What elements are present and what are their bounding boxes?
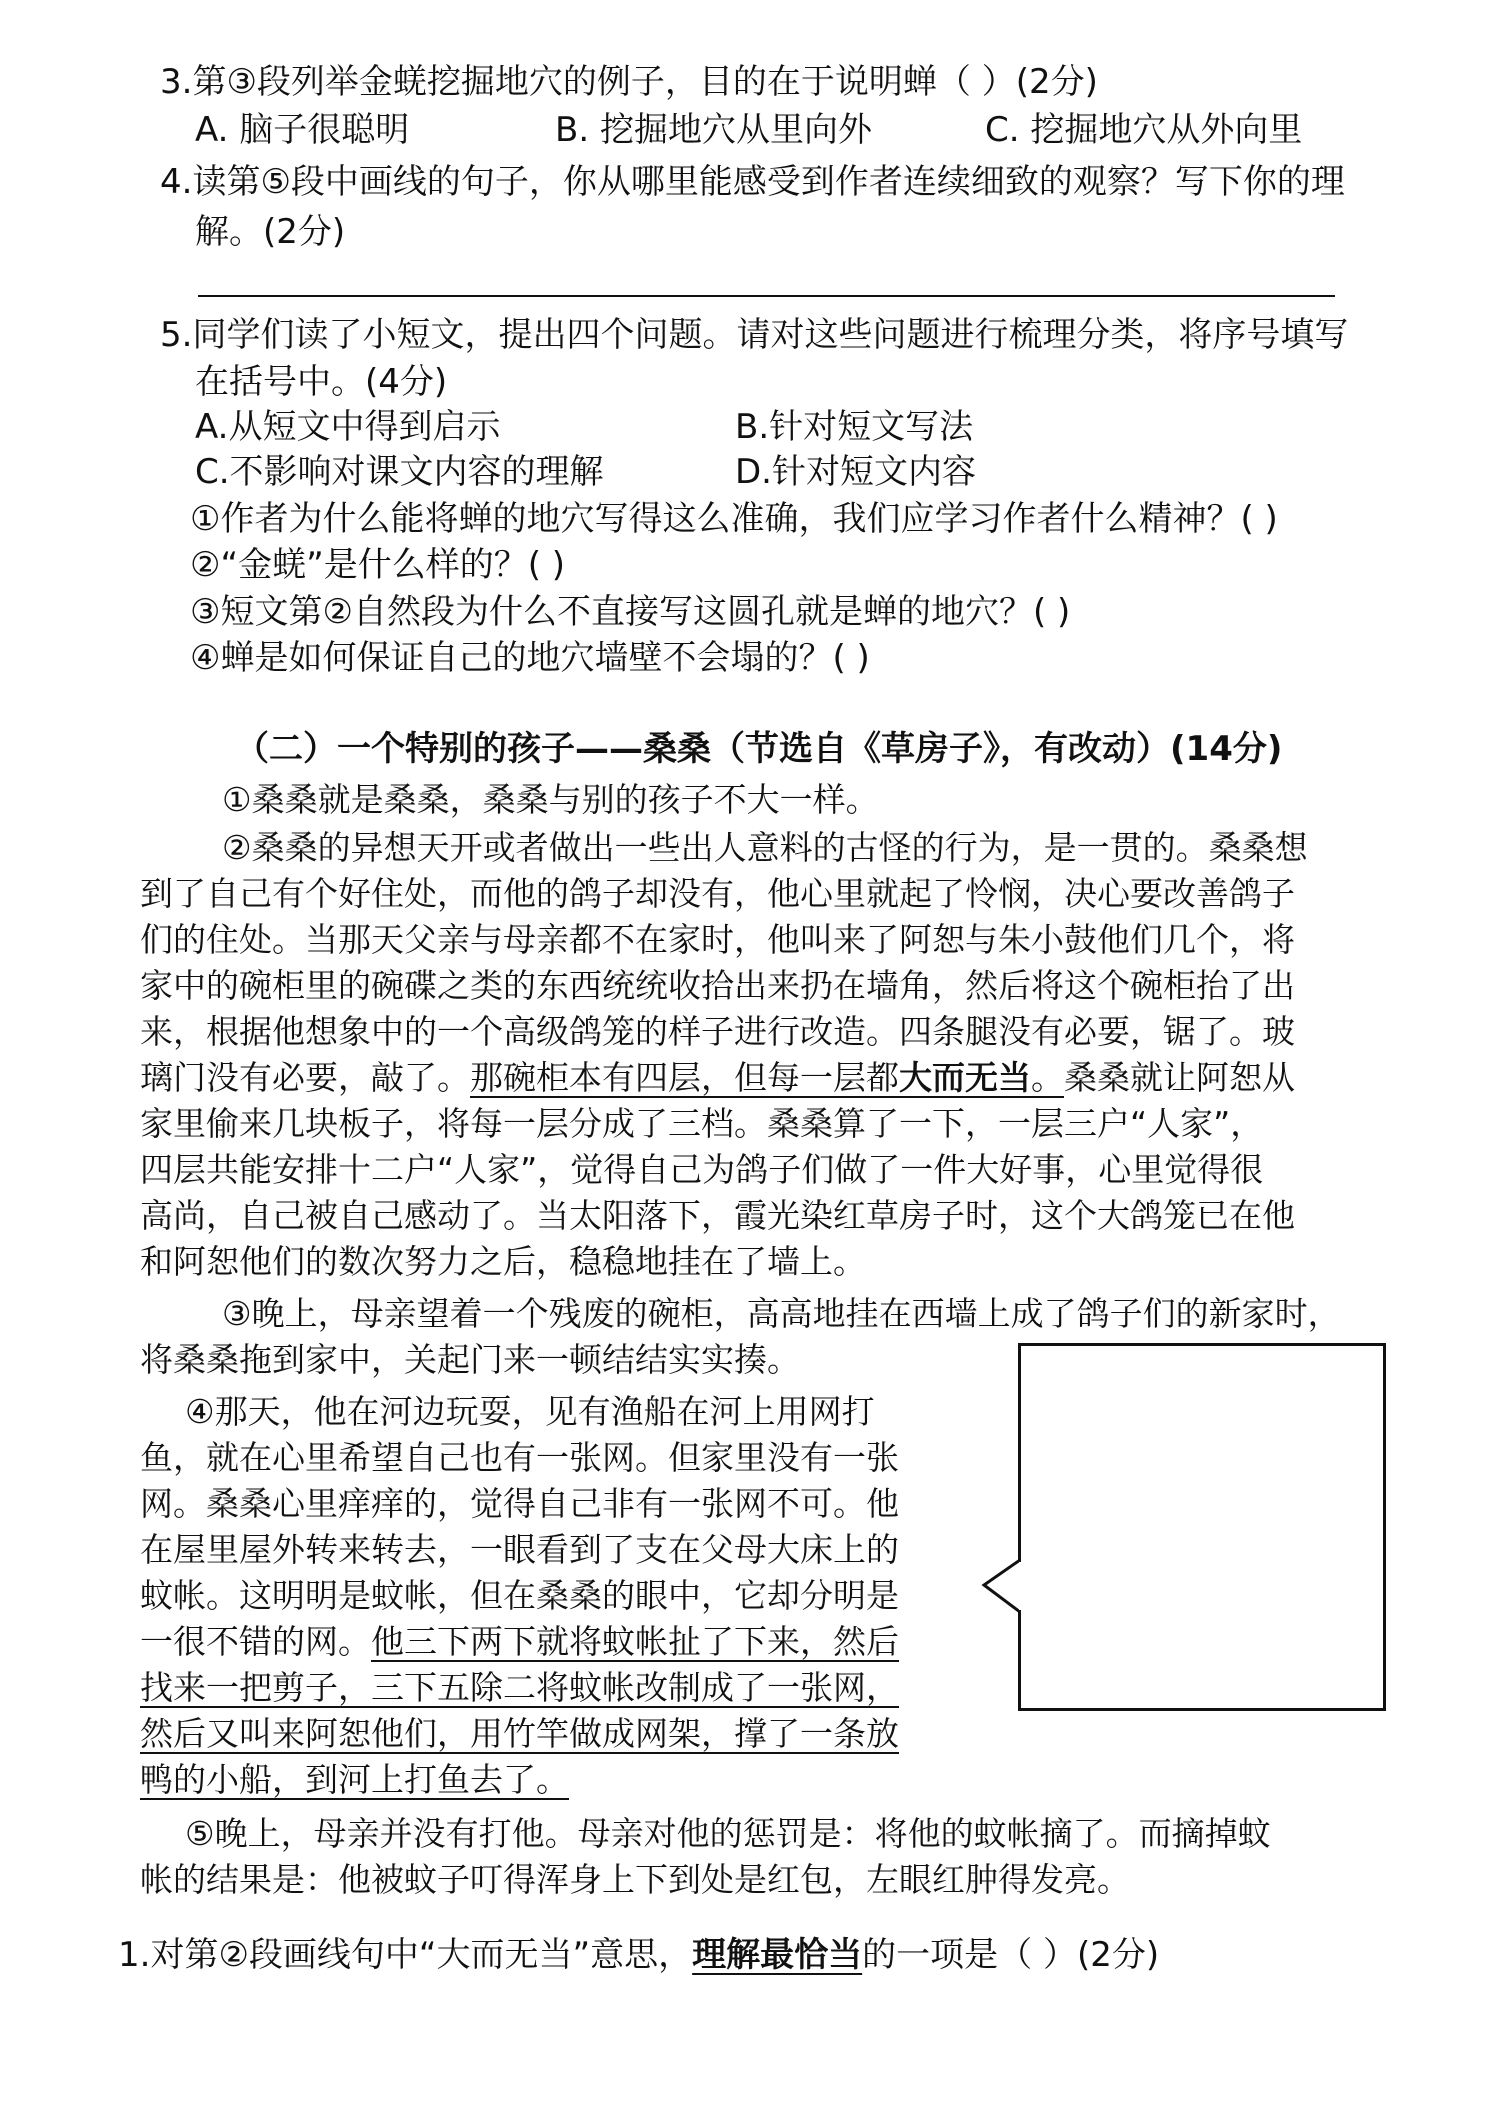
q5-line2: 在括号中。(4分) — [195, 362, 448, 402]
paragraph-5-line-1: ⑤晚上，母亲并没有打他。母亲对他的惩罚是：将他的蚊帐摘了。而摘掉蚊 — [185, 1814, 1271, 1853]
q3-option-c: C. 挖掘地穴从外向里 — [985, 110, 1303, 150]
q3-option-a: A. 脑子很聪明 — [195, 110, 410, 150]
paragraph-2-line-9: 高尚，自己被自己感动了。当太阳落下，霞光染红草房子时，这个大鸽笼已在他 — [140, 1196, 1295, 1235]
paragraph-2-line-1: ②桑桑的异想天开或者做出一些出人意料的古怪的行为，是一贯的。桑桑想 — [222, 828, 1308, 867]
q5-option-a: A.从短文中得到启示 — [195, 407, 501, 447]
paragraph-2-line-4: 家中的碗柜里的碗碟之类的东西统统收拾出来扔在墙角，然后将这个碗柜抬了出 — [140, 966, 1295, 1005]
paragraph-1: ①桑桑就是桑桑，桑桑与别的孩子不大一样。 — [222, 780, 879, 819]
paragraph-2-line-8: 四层共能安排十二户“人家”，觉得自己为鸽子们做了一件大好事，心里觉得很 — [140, 1150, 1264, 1189]
q5-item-2: ②“金蜣”是什么样的？( ) — [190, 545, 566, 585]
paragraph-3-line-2: 将桑桑拖到家中，关起门来一顿结结实实揍。 — [140, 1340, 800, 1379]
paragraph-4-line-9: 鸭的小船，到河上打鱼去了。 — [140, 1760, 569, 1799]
paragraph-4-line-3: 网。桑桑心里痒痒的，觉得自己非有一张网不可。他 — [140, 1484, 899, 1523]
q5-item-3: ③短文第②自然段为什么不直接写这圆孔就是蝉的地穴？( ) — [190, 592, 1071, 632]
q5-option-c: C.不影响对课文内容的理解 — [195, 452, 604, 492]
paragraph-2-line-10: 和阿恕他们的数次努力之后，稳稳地挂在了墙上。 — [140, 1242, 866, 1281]
paragraph-2-line-3: 们的住处。当那天父亲与母亲都不在家时，他叫来了阿恕与朱小鼓他们几个，将 — [140, 920, 1295, 959]
q5-option-d: D.针对短文内容 — [735, 452, 976, 492]
plain-text: 桑桑就让阿恕从 — [1064, 1058, 1295, 1097]
underlined-sentence: 他三下两下就将蚊帐扯了下来，然后 — [371, 1622, 899, 1661]
plain-text: 一很不错的网。 — [140, 1622, 371, 1661]
passage-title: （二）一个特别的孩子——桑桑（节选自《草房子》，有改动）(14分) — [235, 729, 1283, 769]
paragraph-3-line-1: ③晚上，母亲望着一个残废的碗柜，高高地挂在西墙上成了鸽子们的新家时， — [222, 1294, 1341, 1333]
paragraph-2-line-7: 家里偷来几块板子，将每一层分成了三档。桑桑算了一下，一层三户“人家”， — [140, 1104, 1264, 1143]
q4-line2: 解。(2分) — [195, 212, 346, 252]
plain-text: 璃门没有必要，敲了。 — [140, 1058, 470, 1097]
paragraph-5-line-2: 帐的结果是：他被蚊子叮得浑身上下到处是红包，左眼红肿得发亮。 — [140, 1860, 1130, 1899]
paragraph-4-line-6 — [140, 1620, 899, 1664]
q5-option-b: B.针对短文写法 — [735, 407, 974, 447]
bold-phrase: 大而无当 — [899, 1058, 1031, 1097]
q4-line1: 4.读第⑤段中画线的句子，你从哪里能感受到作者连续细致的观察？写下你的理 — [160, 162, 1345, 202]
underlined-period: 。 — [1031, 1058, 1064, 1097]
underlined-text: 那碗柜本有四层，但每一层都 — [470, 1058, 899, 1097]
question-1 — [118, 1933, 1159, 1977]
question-text: 的一项是（ ）(2分) — [862, 1935, 1160, 1975]
paragraph-4-line-1: ④那天，他在河边玩耍，见有渔船在河上用网打 — [185, 1392, 875, 1431]
q5-item-4: ④蝉是如何保证自己的地穴墙壁不会塌的？( ) — [190, 638, 870, 678]
q3-stem: 3.第③段列举金蜣挖掘地穴的例子，目的在于说明蝉（ ）(2分) — [160, 62, 1098, 102]
paragraph-4-line-2: 鱼，就在心里希望自己也有一张网。但家里没有一张 — [140, 1438, 899, 1477]
paragraph-2-line-5: 来，根据他想象中的一个高级鸽笼的样子进行改造。四条腿没有必要，锯了。玻 — [140, 1012, 1295, 1051]
q3-option-b: B. 挖掘地穴从里向外 — [555, 110, 872, 150]
paragraph-2-line-2: 到了自己有个好住处，而他的鸽子却没有，他心里就起了怜悯，决心要改善鸽子 — [140, 874, 1295, 913]
q5-line1: 5.同学们读了小短文，提出四个问题。请对这些问题进行梳理分类，将序号填写 — [160, 315, 1349, 355]
emphasis-text: 理解最恰当 — [692, 1935, 863, 1975]
paragraph-4-line-5: 蚊帐。这明明是蚊帐，但在桑桑的眼中，它却分明是 — [140, 1576, 899, 1615]
paragraph-4-line-7: 找来一把剪子，三下五除二将蚊帐改制成了一张网， — [140, 1668, 899, 1707]
question-text: 1.对第②段画线句中“大而无当”意思， — [118, 1935, 693, 1975]
paragraph-4-line-4: 在屋里屋外转来转去，一眼看到了支在父母大床上的 — [140, 1530, 899, 1569]
q5-item-1: ①作者为什么能将蝉的地穴写得这么准确，我们应学习作者什么精神？( ) — [190, 499, 1278, 539]
paragraph-4-line-8: 然后又叫来阿恕他们，用竹竿做成网架，撑了一条放 — [140, 1714, 899, 1753]
